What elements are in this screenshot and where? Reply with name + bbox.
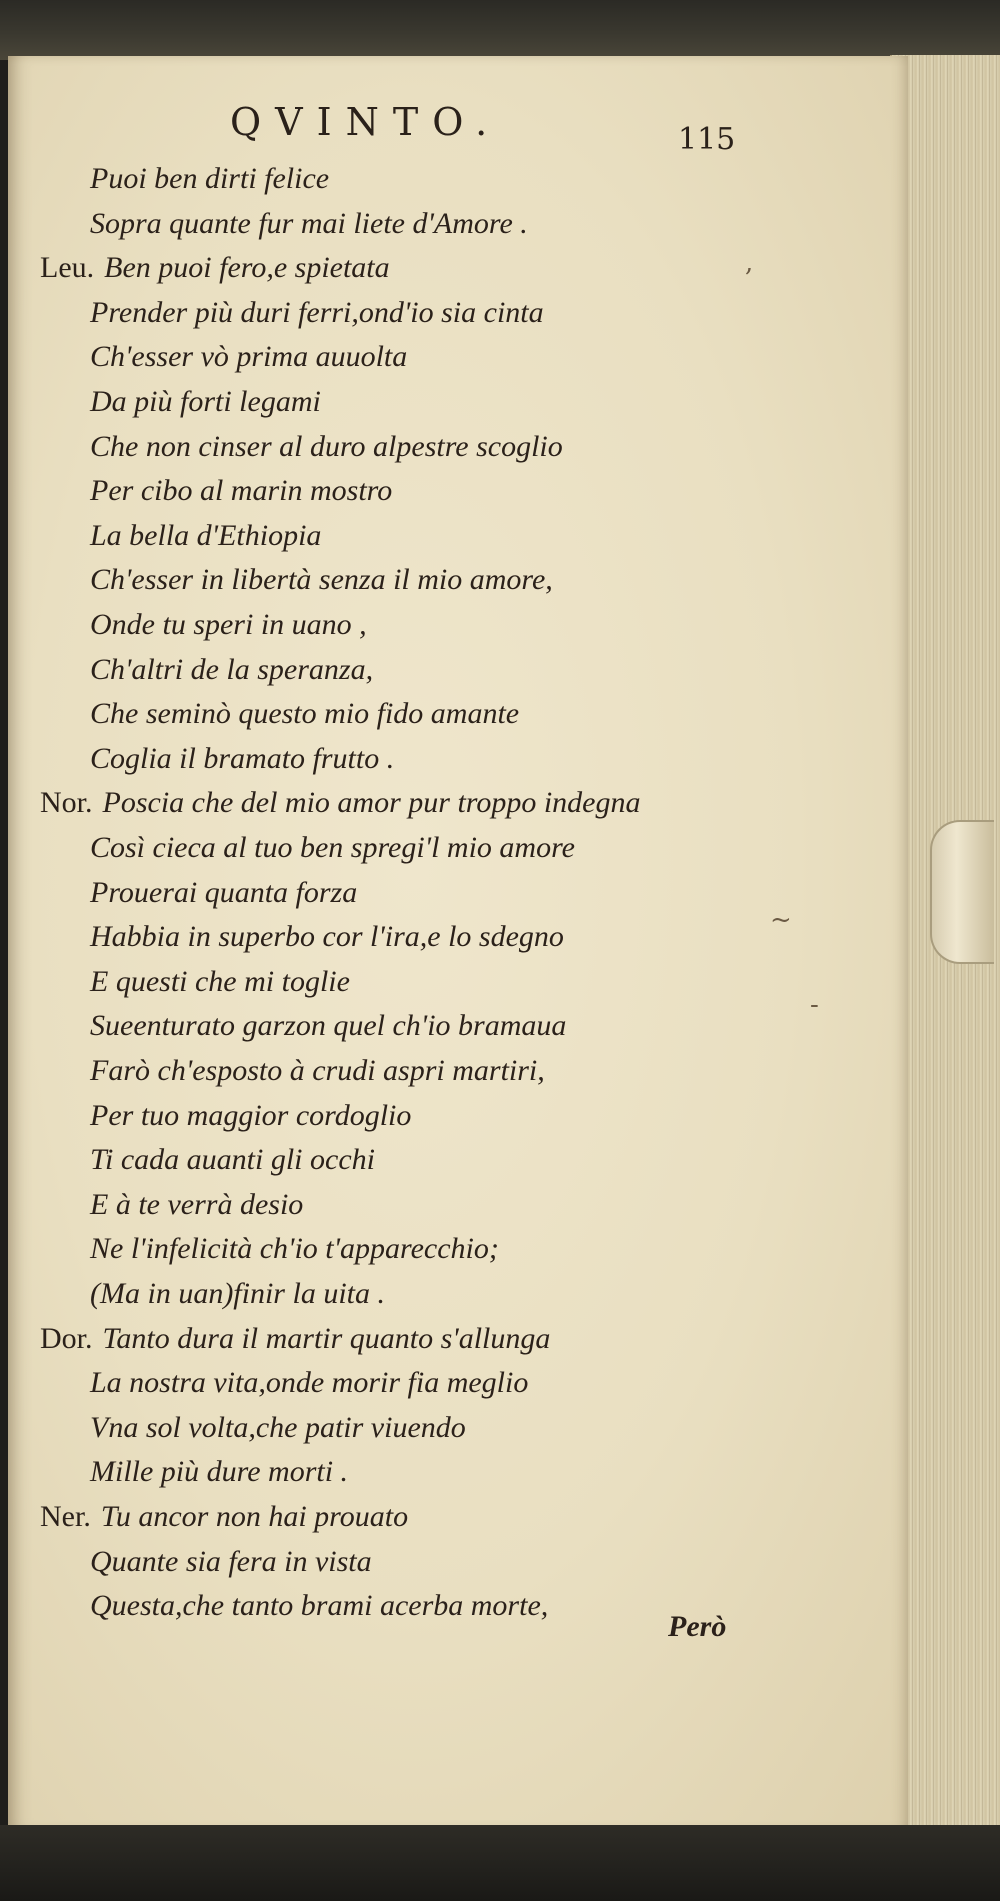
verse-line [90, 428, 563, 466]
verse-text-span: Tu ancor non hai prouato [100, 1500, 409, 1533]
verse-text-span: Vna sol volta,che patir viuendo [90, 1410, 466, 1444]
verse-text-span: Che seminò questo mio fido amante [90, 697, 520, 731]
page-number: 115 [678, 122, 736, 157]
verse-line [90, 294, 544, 332]
verse-line [90, 1097, 411, 1135]
verse-line [40, 784, 641, 822]
verse-text-span: La nostra vita,onde morir fia meglio [90, 1366, 529, 1400]
verse-text-span: Per tuo maggior cordoglio [90, 1098, 412, 1132]
book-binding-top [0, 0, 1000, 60]
verse-line [90, 695, 519, 733]
verse-line [90, 561, 553, 599]
verse-line [90, 874, 357, 912]
verse-line [90, 1141, 375, 1179]
verse-line [90, 918, 564, 956]
verse-line [90, 829, 575, 867]
verse-text-span: (Ma in uan)finir la uita . [90, 1277, 385, 1310]
verse-line [90, 963, 350, 1001]
verse-line [90, 1587, 548, 1625]
verse-line [90, 740, 394, 778]
catchword: Però [668, 1610, 727, 1643]
verse-text-span: Habbia in superbo cor l'ira,e lo sdegno [90, 920, 564, 954]
verse-text-span: Questa,che tanto brami acerba morte, [90, 1589, 549, 1623]
page-tab [930, 820, 994, 964]
verse-text-span: Prouerai quanta forza [90, 875, 358, 909]
verse-text-span: Quante sia fera in vista [90, 1544, 372, 1578]
margin-mark: ~ [770, 905, 792, 935]
verse-line [90, 160, 329, 198]
verse-line [90, 651, 373, 689]
speaker-label: Nor. [40, 786, 93, 820]
verse-text-span: Coglia il bramato frutto . [90, 741, 395, 775]
verse-text-span: Ch'altri de la speranza, [90, 652, 374, 686]
verse-line [90, 1007, 566, 1045]
verse-line [90, 1230, 499, 1268]
verse-line [90, 1186, 303, 1224]
verse-text-span: Ch'esser vò prima auuolta [90, 340, 408, 374]
verse-line [40, 249, 390, 287]
speaker-label: Dor. [40, 1321, 93, 1355]
margin-mark: , [745, 248, 754, 278]
verse-text-span: E à te verrà desio [90, 1187, 304, 1221]
margin-mark: - [810, 990, 819, 1020]
verse-line [90, 383, 321, 421]
speaker-label: Ner. [40, 1500, 91, 1533]
verse-line [90, 1453, 348, 1491]
verse-line [90, 1364, 528, 1402]
verse-text-span: Farò ch'esposto à crudi aspri martiri, [90, 1054, 545, 1087]
verse-line [90, 472, 392, 510]
verse-text-span: Tanto dura il martir quanto s'allunga [102, 1321, 551, 1355]
verse-text-span: Da più forti legami [90, 385, 321, 418]
verse-text-span: Poscia che del mio amor pur troppo indegna [102, 786, 641, 820]
verse-text-span: Ben puoi fero,e spietata [104, 251, 390, 285]
verse-text-span: Così cieca al tuo ben spregi'l mio amore [90, 831, 575, 864]
verse-text-span: Prender più duri ferri,ond'io sia cinta [90, 295, 544, 329]
verse-line [90, 517, 321, 555]
verse-line [90, 1052, 545, 1090]
verse-text-span: Ti cada auanti gli occhi [90, 1143, 375, 1177]
verse-line [40, 1320, 550, 1358]
verse-text-span: E questi che mi toglie [90, 964, 350, 998]
verse-text-span: Che non cinser al duro alpestre scoglio [90, 429, 563, 463]
speaker-label: Leu. [40, 251, 95, 285]
verse-line [90, 1543, 372, 1581]
verse-text-span: Onde tu speri in uano , [90, 608, 367, 641]
verse-line [90, 338, 407, 376]
verse-text-span: Mille più dure morti . [90, 1455, 349, 1489]
verse-line [90, 205, 528, 243]
verse-text-span: Puoi ben dirti felice [90, 162, 330, 195]
verse-line [90, 1275, 385, 1313]
verse-text-span: Ch'esser in libertà senza il mio amore, [90, 563, 553, 597]
verse-text-span: Per cibo al marin mostro [90, 474, 393, 508]
verse-line [40, 1498, 408, 1536]
verse-text-span: Ne l'infelicità ch'io t'apparecchio; [90, 1232, 499, 1266]
running-head: QVINTO. [230, 100, 502, 144]
verse-line [90, 1409, 466, 1447]
book-binding-bottom [0, 1825, 1000, 1901]
verse-text-span: Sueenturato garzon quel ch'io bramaua [90, 1009, 567, 1043]
verse-text-span: La bella d'Ethiopia [90, 518, 322, 552]
verse-text-span: Sopra quante fur mai liete d'Amore . [90, 206, 528, 240]
verse-line [90, 606, 367, 644]
